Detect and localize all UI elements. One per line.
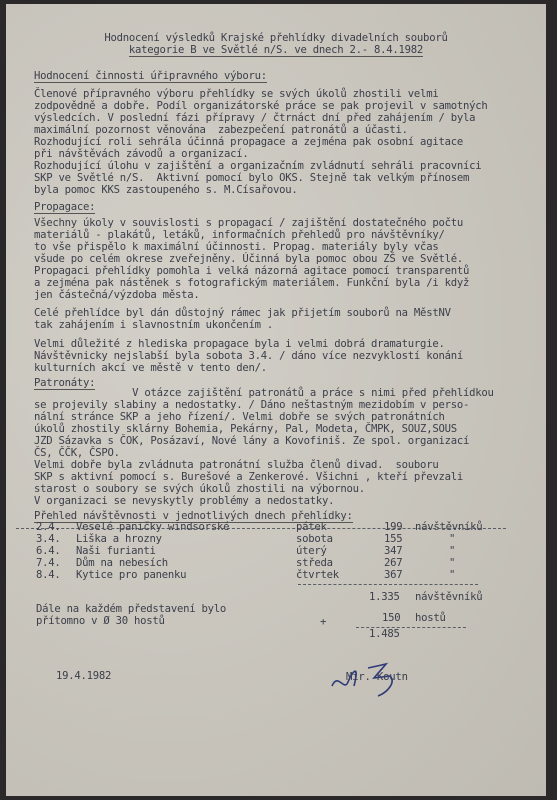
extra-guests-line: přítomno v Ø 30 hostů bbox=[36, 615, 165, 627]
extra-unit: hostů bbox=[415, 612, 446, 624]
row-count: 267 bbox=[384, 557, 403, 569]
row-title: Veselé paničky windsorské bbox=[76, 521, 230, 533]
paragraph-line: Velmi důležité z hlediska propagace byla i velmi dobrá dramaturgie. bbox=[34, 338, 445, 350]
handwritten-signature bbox=[324, 652, 424, 700]
row-date: 3.4. bbox=[36, 533, 61, 545]
row-day: středa bbox=[296, 557, 333, 569]
subtotal-count: 1.335 bbox=[369, 591, 400, 603]
paragraph-line: se projevily slabiny a nedostatky. / Dáno neštastným mezidobím v perso- bbox=[34, 399, 470, 411]
row-title: Dům na nebesích bbox=[76, 557, 168, 569]
section-heading-committee-text: Hodnocení činnosti úřipravného výboru: bbox=[34, 70, 267, 82]
paragraph-line: Velmi dobře byla zvládnuta patronátní služba členů divad. souboru bbox=[34, 459, 439, 471]
paragraph-line: Rozhodující roli sehrála účinná propagace a zejména pak osobní agitace bbox=[34, 136, 463, 148]
row-day: čtvrtek bbox=[296, 569, 339, 581]
plus-sign: + bbox=[320, 616, 327, 628]
paragraph-line: nální stránce SKP a jeho řízení/. Velmi dobře se svých patronátních bbox=[34, 411, 445, 423]
paragraph-line: SKP ve Světlé n/S. Aktivní pomocí bylo OKS. Stejně tak velkým přínosem bbox=[34, 172, 470, 184]
extra-guests-line: Dále na každém představení bylo bbox=[36, 603, 226, 615]
section-heading-promotion-text: Propagace: bbox=[34, 201, 96, 213]
signature-name: Mir. Koutn bbox=[346, 671, 408, 683]
paragraph-line: starost o soubory se svých úkolů zhostili na výbornou. bbox=[34, 483, 365, 495]
paragraph-line: to vše přispělo k maximální účinnosti. Propag. materiály byly včas bbox=[34, 241, 439, 253]
row-count: 347 bbox=[384, 545, 403, 557]
paragraph-line: Členové přípravného výboru přehlídky se svých úkolů zhostili velmi bbox=[34, 88, 439, 100]
paragraph-line: kulturních akcí ve městě v tento den/. bbox=[34, 362, 267, 374]
row-day: úterý bbox=[296, 545, 327, 557]
row-unit: " bbox=[449, 569, 456, 581]
document-subtitle-text: kategorie B ve Světlé n/S. ve dnech 2.- 8.4.1982 bbox=[128, 44, 424, 56]
section-heading-committee bbox=[34, 71, 267, 83]
paragraph-line: všude po celém okrese zveřejněny. Účinná byla pomoc obou ZŠ ve Světlé. bbox=[34, 253, 463, 265]
section-heading-patronage-text: Patronáty: bbox=[34, 377, 96, 389]
row-count: 155 bbox=[384, 533, 403, 545]
paragraph-line: SKP s aktivní pomocí s. Burešové a Zenkerové. Všichni , kteří převzali bbox=[34, 471, 463, 483]
paragraph-line: při návštěvách závodů a organizací. bbox=[34, 148, 249, 160]
row-unit: " bbox=[449, 557, 456, 569]
row-day: pátek bbox=[296, 521, 327, 533]
row-unit: návštěvníků bbox=[415, 521, 483, 533]
paragraph-line: Celé přehlídce byl dán důstojný rámec jak přijetím souborů na MěstNV bbox=[34, 307, 451, 319]
subtotal-rule bbox=[298, 584, 478, 585]
paragraph-line: ČS, ČČK, ČSPO. bbox=[34, 447, 120, 459]
paragraph-line: materiálů - plakátů, letáků, informačních přehledů pro návštěvníky/ bbox=[34, 229, 445, 241]
extra-count: 150 bbox=[382, 612, 401, 624]
document-title: Hodnocení výsledků Krajské přehlídky divadelních souborů bbox=[104, 32, 448, 44]
document-date: 19.4.1982 bbox=[56, 670, 112, 682]
row-title: Kytice pro panenku bbox=[76, 569, 187, 581]
row-count: 199 bbox=[384, 521, 403, 533]
paragraph-line: byla pomoc KKS zastoupeného s. M.Císařovou. bbox=[34, 184, 298, 196]
paragraph-line: V otázce zajištění patronátů a práce s nimi před přehlídkou bbox=[126, 387, 494, 399]
document-subtitle bbox=[6, 45, 546, 57]
grand-total: 1.485 bbox=[369, 628, 400, 640]
document-page bbox=[6, 4, 546, 796]
row-date: 6.4. bbox=[36, 545, 61, 557]
paragraph-line: Rozhodující úlohu v zajištění a organizačním zvládnutí sehráli pracovníci bbox=[34, 160, 482, 172]
subtotal-unit: návštěvníků bbox=[415, 591, 483, 603]
paragraph-line: úkolů zhostily sklárny Bohemia, Pekárny, Pal, Modeta, ČMPK, SOUZ,SOUS bbox=[34, 423, 457, 435]
paragraph-line: jen částečná/výzdoba města. bbox=[34, 289, 200, 301]
paragraph-line: a zejména pak nástěnek s fotografickým materiálem. Funkční byla /i když bbox=[34, 277, 470, 289]
paragraph-line: tak zahájením i slavnostním ukončením . bbox=[34, 319, 273, 331]
row-count: 367 bbox=[384, 569, 403, 581]
row-date: 7.4. bbox=[36, 557, 61, 569]
row-date: 8.4. bbox=[36, 569, 61, 581]
row-title: Liška a hrozny bbox=[76, 533, 162, 545]
row-title: Naši furianti bbox=[76, 545, 156, 557]
paragraph-line: výsledcích. V poslední fázi přípravy / čtrnáct dní před zahájením / byla bbox=[34, 112, 476, 124]
section-heading-promotion bbox=[34, 202, 95, 214]
paragraph-line: maximální pozornost věnována zabezpečení patronátů a účasti. bbox=[34, 124, 408, 136]
row-unit: " bbox=[449, 533, 456, 545]
paragraph-line: zodpovědně a dobře. Podíl organizátorské práce se pak projevil v samotných bbox=[34, 100, 488, 112]
paragraph-line: Propagaci přehlídky pomohla i velká názorná agitace pomocí transparentů bbox=[34, 265, 470, 277]
paragraph-line: Návštěvnicky nejslabší byla sobota 3.4. / dáno více nezvyklostí konání bbox=[34, 350, 463, 362]
row-day: sobota bbox=[296, 533, 333, 545]
section-heading-patronage bbox=[34, 378, 95, 390]
attendance-heading-text: Přehled návštěvnosti v jednotlivých dnech přehlídky: bbox=[34, 510, 353, 522]
paragraph-line: V organizaci se nevyskytly problémy a nedostatky. bbox=[34, 495, 335, 507]
paragraph-line: Všechny úkoly v souvislosti s propagací / zajištění dostatečného počtu bbox=[34, 217, 463, 229]
row-unit: " bbox=[449, 545, 456, 557]
paragraph-line: JZD Sázavka s ČOK, Posázaví, Nové lány a Kovofiniš. Ze spol. organizací bbox=[34, 435, 470, 447]
row-date: 2.4. bbox=[36, 521, 61, 533]
